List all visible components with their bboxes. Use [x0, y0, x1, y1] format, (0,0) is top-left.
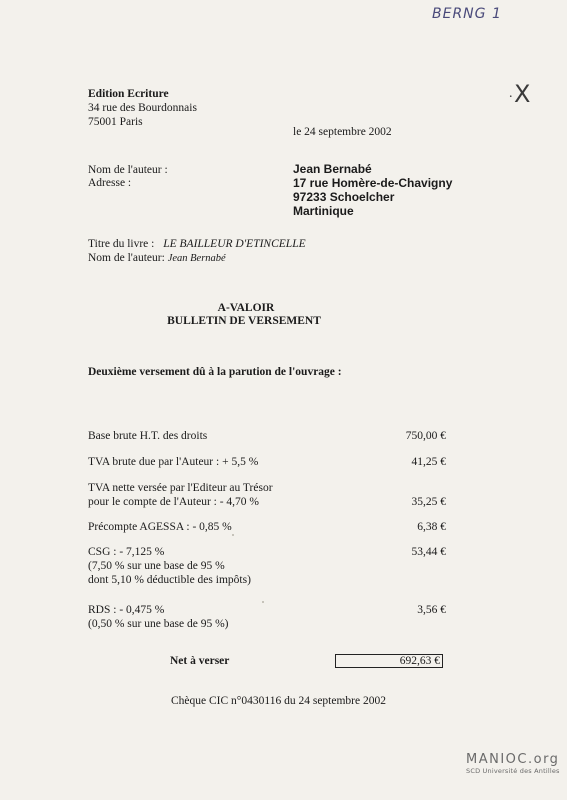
book-author-row	[88, 252, 226, 264]
author-name-label: Nom de l'auteur :	[88, 164, 168, 176]
book-author-label: Nom de l'auteur:	[88, 252, 165, 264]
line-csg-label-2: (7,50 % sur une base de 95 %	[88, 560, 225, 572]
author-country: Martinique	[293, 204, 354, 218]
sender-city: 75001 Paris	[88, 116, 143, 128]
line-tva-nette-label-1: TVA nette versée par l'Editeur au Trésor	[88, 482, 273, 494]
book-title-row	[88, 238, 306, 250]
sender-street: 34 rue des Bourdonnais	[88, 102, 197, 114]
handwritten-dot: .	[509, 86, 513, 101]
line-rds-label-2: (0,50 % sur une base de 95 %)	[88, 618, 229, 630]
line-csg-amount: 53,44 €	[411, 546, 446, 558]
manioc-watermark	[466, 752, 560, 775]
handwritten-reference: BERNG 1	[432, 6, 502, 22]
heading-bulletin	[0, 315, 500, 327]
author-city: 97233 Schoelcher	[293, 190, 395, 204]
line-agessa-label: Précompte AGESSA : - 0,85 %	[88, 521, 232, 533]
paper-speck	[262, 601, 264, 603]
book-author: Jean Bernabé	[167, 253, 226, 264]
line-tva-nette-amount: 35,25 €	[411, 496, 446, 508]
book-title-label: Titre du livre :	[88, 238, 155, 250]
cheque-reference: Chèque CIC n°0430116 du 24 septembre 2002	[171, 695, 386, 707]
installment-title: Deuxième versement dû à la parution de l'ouvrage :	[88, 366, 342, 378]
author-street: 17 rue Homère-de-Chavigny	[293, 176, 453, 190]
net-amount: 692,63 €	[399, 655, 440, 667]
net-label: Net à verser	[170, 655, 230, 667]
line-tva-nette-label-2: pour le compte de l'Auteur : - 4,70 %	[88, 496, 260, 508]
book-title: LE BAILLEUR D'ETINCELLE	[163, 238, 306, 250]
sender-name: Edition Ecriture	[88, 88, 169, 100]
paper-speck	[232, 534, 234, 536]
author-name: Jean Bernabé	[293, 162, 372, 176]
line-tva-brute-label: TVA brute due par l'Auteur : + 5,5 %	[88, 456, 259, 468]
author-address-label: Adresse :	[88, 177, 132, 189]
line-csg-label-1: CSG : - 7,125 %	[88, 546, 165, 558]
document-date: le 24 septembre 2002	[293, 126, 392, 138]
heading-line1: A-VALOIR	[217, 302, 275, 314]
manioc-logo-text: MANIOC.org	[466, 752, 560, 767]
line-agessa-amount: 6,38 €	[417, 521, 446, 533]
line-base-label: Base brute H.T. des droits	[88, 430, 208, 442]
manioc-subtitle: SCD Université des Antilles	[466, 767, 560, 775]
line-rds-amount: 3,56 €	[417, 604, 446, 616]
handwritten-x-mark: X	[514, 80, 531, 108]
heading-avaloir	[0, 302, 500, 314]
line-tva-brute-amount: 41,25 €	[411, 456, 446, 468]
line-base-amount: 750,00 €	[405, 430, 446, 442]
line-rds-label-1: RDS : - 0,475 %	[88, 604, 165, 616]
line-csg-label-3: dont 5,10 % déductible des impôts)	[88, 574, 251, 586]
heading-line2: BULLETIN DE VERSEMENT	[167, 315, 321, 327]
